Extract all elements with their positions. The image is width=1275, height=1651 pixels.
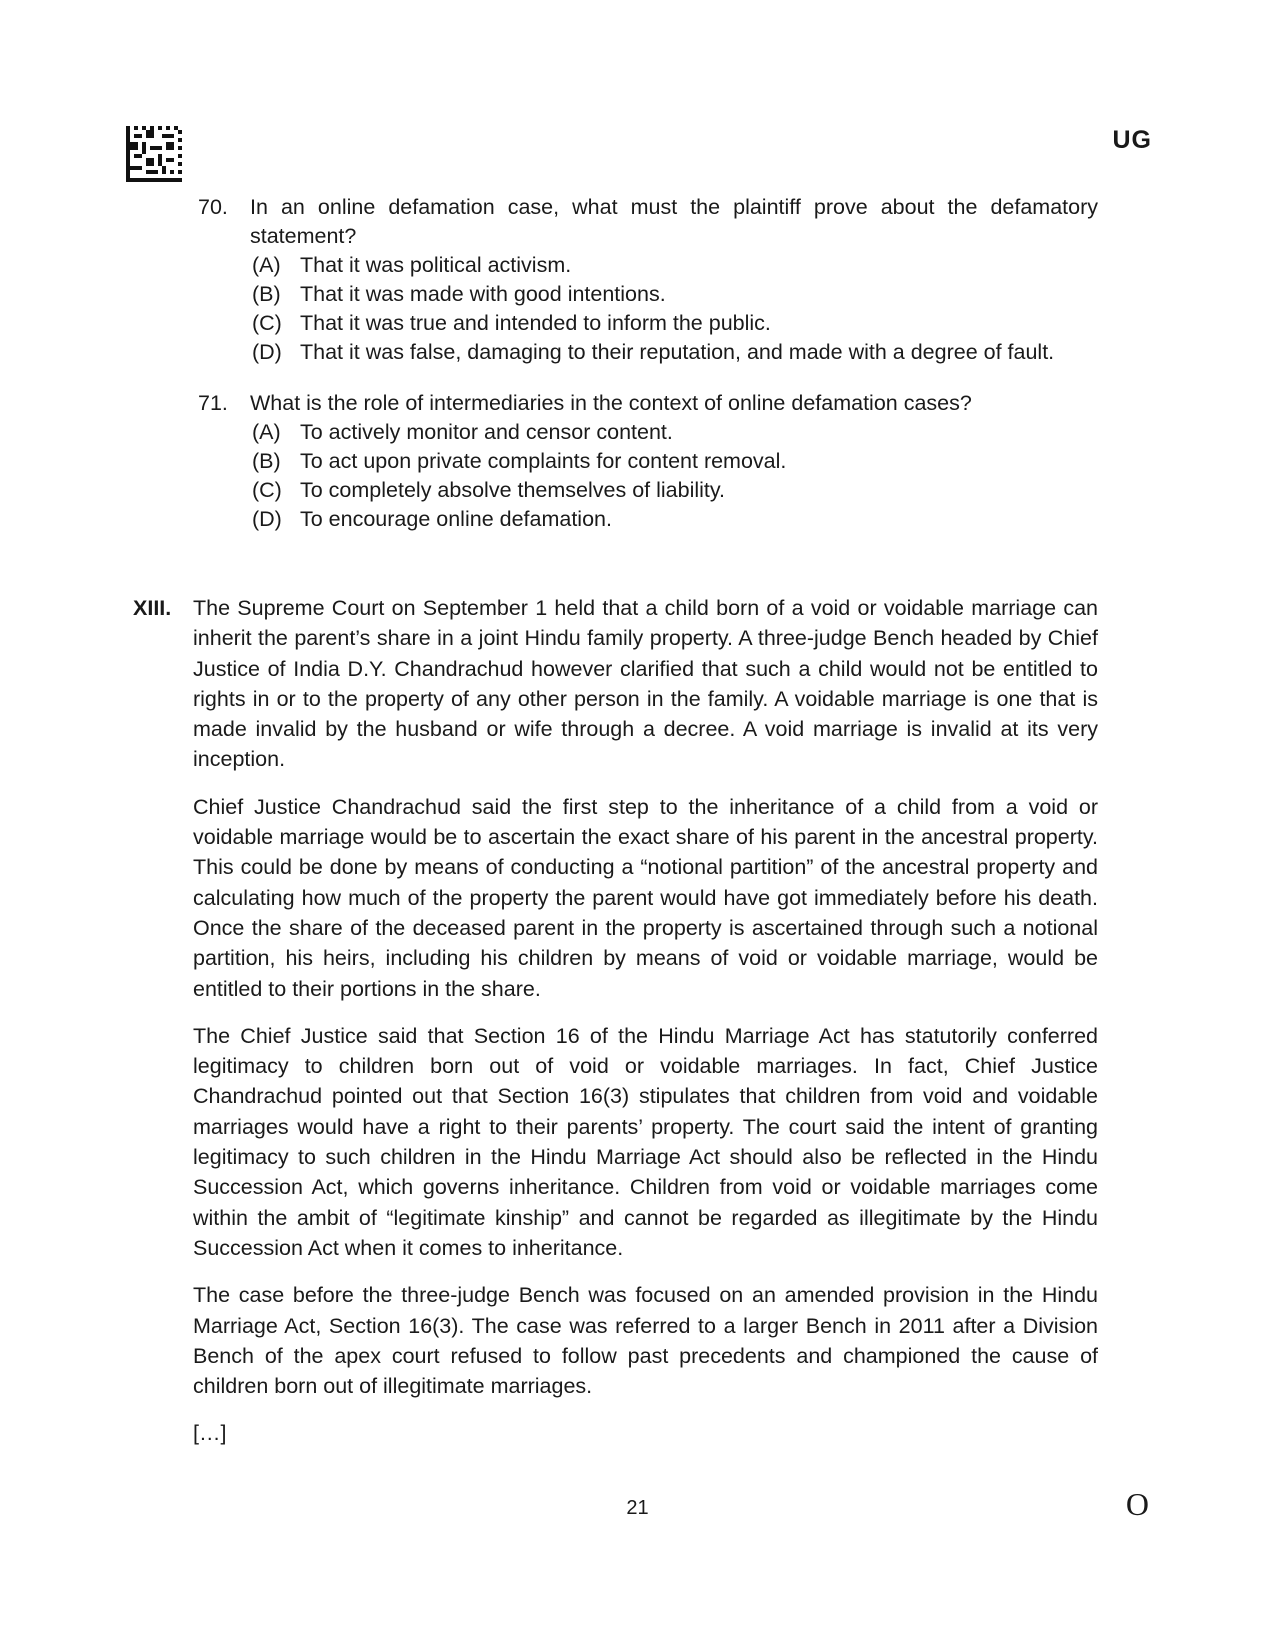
- option-a: [250, 418, 1098, 447]
- option-list: [250, 251, 1098, 367]
- paper-code-label: UG: [1112, 126, 1152, 154]
- set-code: O: [1125, 1486, 1149, 1522]
- option-text: That it was true and intended to inform the public.: [300, 311, 771, 335]
- option-text: To actively monitor and censor content.: [300, 420, 673, 444]
- option-a: [250, 251, 1098, 280]
- passage: [193, 593, 1098, 1466]
- option-label: (A): [252, 420, 281, 444]
- question-number: 71.: [198, 391, 228, 415]
- option-label: (C): [252, 478, 282, 502]
- section-number: XIII.: [133, 596, 172, 620]
- option-b: [250, 280, 1098, 309]
- question-text: What is the role of intermediaries in the context of online defamation cases?: [250, 391, 972, 415]
- option-label: (D): [252, 507, 282, 531]
- option-text: That it was political activism.: [300, 253, 572, 277]
- passage-paragraph: The case before the three-judge Bench was focused on an amended provision in the Hindu Marriage Act, Section 16(3). The case was referred to a larger Bench in 2011 after a Division Bench of the apex court refused to follow past precedents and championed the cause of children born out of illegitimate marriages.: [193, 1283, 1098, 1399]
- question-text: In an online defamation case, what must the plaintiff prove about the defamatory statement?: [250, 195, 1098, 248]
- option-d: [250, 338, 1098, 367]
- option-d: [250, 505, 1098, 534]
- option-label: (D): [252, 340, 282, 364]
- passage-paragraph: The Chief Justice said that Section 16 of the Hindu Marriage Act has statutorily conferred legitimacy to children born out of void or voidable marriages. In fact, Chief Justice Chandrachud pointed out that Section 16(3) stipulates that children from void and voidable marriages would have a right to their parents’ property. The court said the intent of granting legitimacy to such children in the Hindu Marriage Act should also be reflected in the Hindu Succession Act, which governs inheritance. Children from void or voidable marriages come within the ambit of “legitimate kinship” and cannot be regarded as illegitimate by the Hindu Succession Act when it comes to inheritance.: [193, 1023, 1098, 1260]
- qr-code: [126, 126, 182, 182]
- option-b: [250, 447, 1098, 476]
- option-text: To act upon private complaints for content removal.: [300, 449, 787, 473]
- question-number: 70.: [198, 195, 228, 219]
- option-label: (B): [252, 449, 281, 473]
- passage-paragraph: Chief Justice Chandrachud said the first step to the inheritance of a child from a void or voidable marriage would be to ascertain the exact share of his parent in the ancestral property. This could be done by means of conducting a “notional partition” of the ancestral property and calculating how much of the property the parent would have got immediately before his death. Once the share of the deceased parent in the property is ascertained through such a notional partition, his heirs, including his children by means of void or voidable marriage, would be entitled to their portions in the share.: [193, 794, 1098, 1001]
- option-text: To encourage online defamation.: [300, 507, 612, 531]
- question-71: [198, 389, 1098, 534]
- option-label: (B): [252, 282, 281, 306]
- question-70: [198, 193, 1098, 367]
- option-list: [250, 418, 1098, 534]
- page-number: 21: [626, 1497, 649, 1519]
- option-c: [250, 309, 1098, 338]
- option-text: That it was false, damaging to their reputation, and made with a degree of fault.: [300, 340, 1055, 364]
- passage-ellipsis: […]: [193, 1421, 227, 1446]
- option-label: (C): [252, 311, 282, 335]
- option-text: To completely absolve themselves of liability.: [300, 478, 726, 502]
- option-c: [250, 476, 1098, 505]
- option-label: (A): [252, 253, 281, 277]
- passage-paragraph: The Supreme Court on September 1 held that a child born of a void or voidable marriage can inherit the parent’s share in a joint Hindu family property. A three-judge Bench headed by Chief Justice of India D.Y. Chandrachud however clarified that such a child would not be entitled to rights in or to the property of any other person in the family. A voidable marriage is one that is made invalid by the husband or wife through a decree. A void marriage is invalid at its very inception.: [193, 596, 1098, 772]
- option-text: That it was made with good intentions.: [300, 282, 666, 306]
